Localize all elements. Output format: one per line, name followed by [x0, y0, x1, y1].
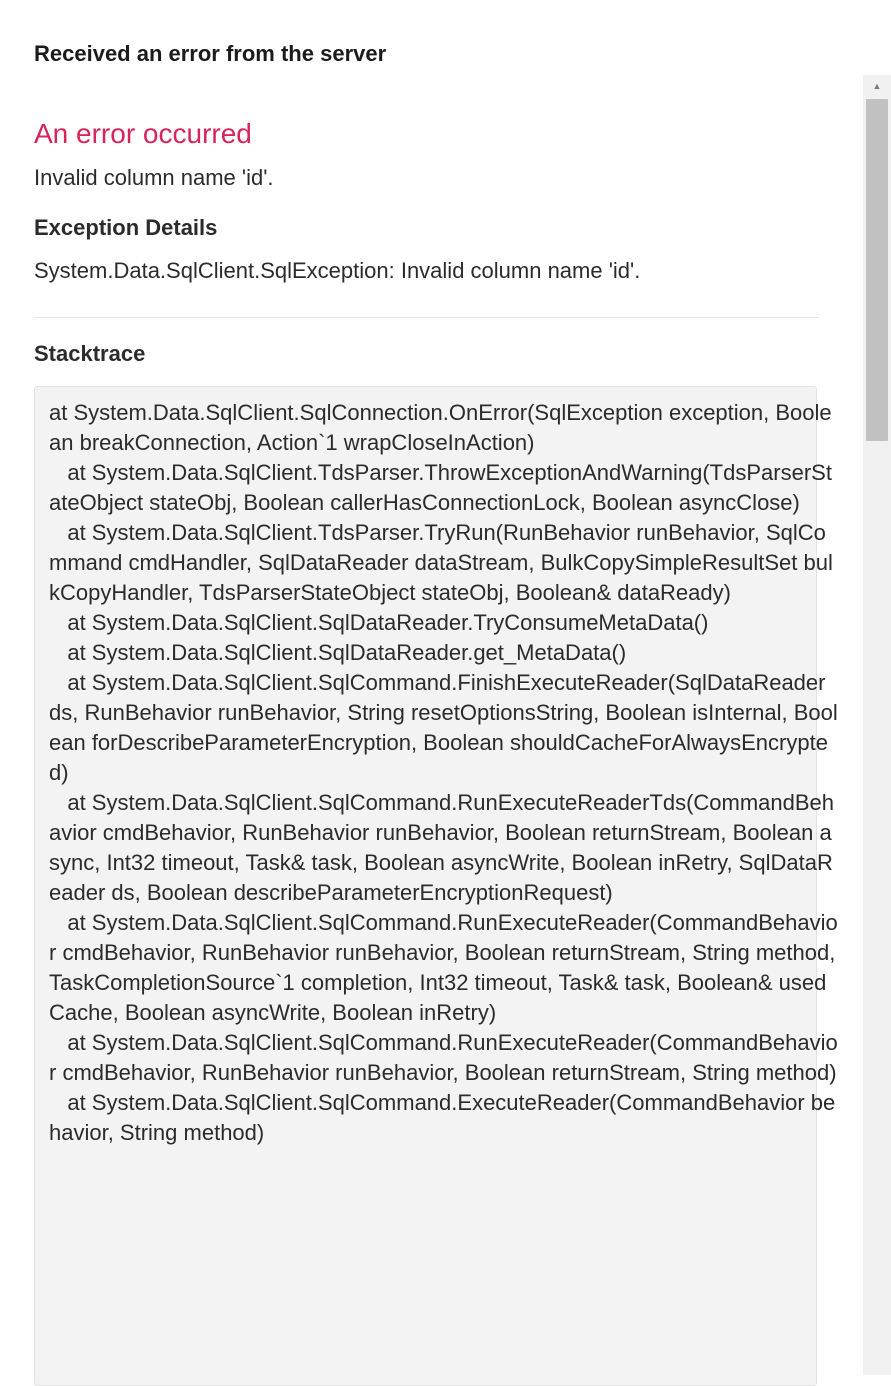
divider	[34, 317, 819, 318]
exception-details-heading: Exception Details	[34, 215, 218, 240]
stacktrace-box[interactable]	[34, 386, 838, 1386]
triangle-up-icon: ▲	[872, 81, 882, 91]
stacktrace-heading: Stacktrace	[34, 341, 146, 366]
vertical-scrollbar[interactable]	[863, 75, 891, 1375]
exception-text: System.Data.SqlClient.SqlException: Invalid column name 'id'.	[34, 258, 641, 283]
dialog-content	[34, 112, 838, 1386]
error-heading: An error occurred	[34, 118, 252, 149]
stacktrace-text: at System.Data.SqlClient.SqlConnection.OnError(SqlException exception, Boolean breakConnection, Action`1 wrapCloseInAction) at System.Data.SqlClient.TdsParser.ThrowExceptionAndWarning(TdsParserStateObject stateObj, Boolean callerHasConnectionLock, Boolean asyncClose) at System.Data.SqlClient.TdsParser.TryRun(RunBehavior runBehavior, SqlCommand cmdHandler, SqlDataReader dataStream, BulkCopySimpleResultSet bulkCopyHandler, TdsParserStateObject stateObj, Boolean& dataReady) at System.Data.SqlClient.SqlDataReader.TryConsumeMetaData() at System.Data.SqlClient.SqlDataReader.get_MetaData() at System.Data.SqlClient.SqlCommand.FinishExecuteReader(SqlDataReader ds, RunBehavior runBehavior, String resetOptionsString, Boolean isInternal, Boolean forDescribeParameterEncryption, Boolean shouldCacheForAlwaysEncrypted) at System.Data.SqlClient.SqlCommand.RunExecuteReaderTds(CommandBehavior cmdBehavior, RunBehavior runBehavior, Boolean returnStream, Boolean async, Int32 timeout, Task& task, Boolean asyncWrite, Boolean inRetry, SqlDataReader ds, Boolean describeParameterEncryptionRequest) at System.Data.SqlClient.SqlCommand.RunExecuteReader(CommandBehavior cmdBehavior, RunBehavior runBehavior, Boolean returnStream, String method, TaskCompletionSource`1 completion, Int32 timeout, Task& task, Boolean& usedCache, Boolean asyncWrite, Boolean inRetry) at System.Data.SqlClient.SqlCommand.RunExecuteReader(CommandBehavior cmdBehavior, RunBehavior runBehavior, Boolean returnStream, String method) at System.Data.SqlClient.SqlCommand.ExecuteReader(CommandBehavior behavior, String method)	[49, 400, 838, 1145]
error-message: Invalid column name 'id'.	[34, 165, 274, 190]
dialog-title: Received an error from the server	[34, 41, 387, 66]
scroll-thumb[interactable]	[866, 99, 888, 441]
scroll-up-button[interactable]	[863, 75, 891, 97]
